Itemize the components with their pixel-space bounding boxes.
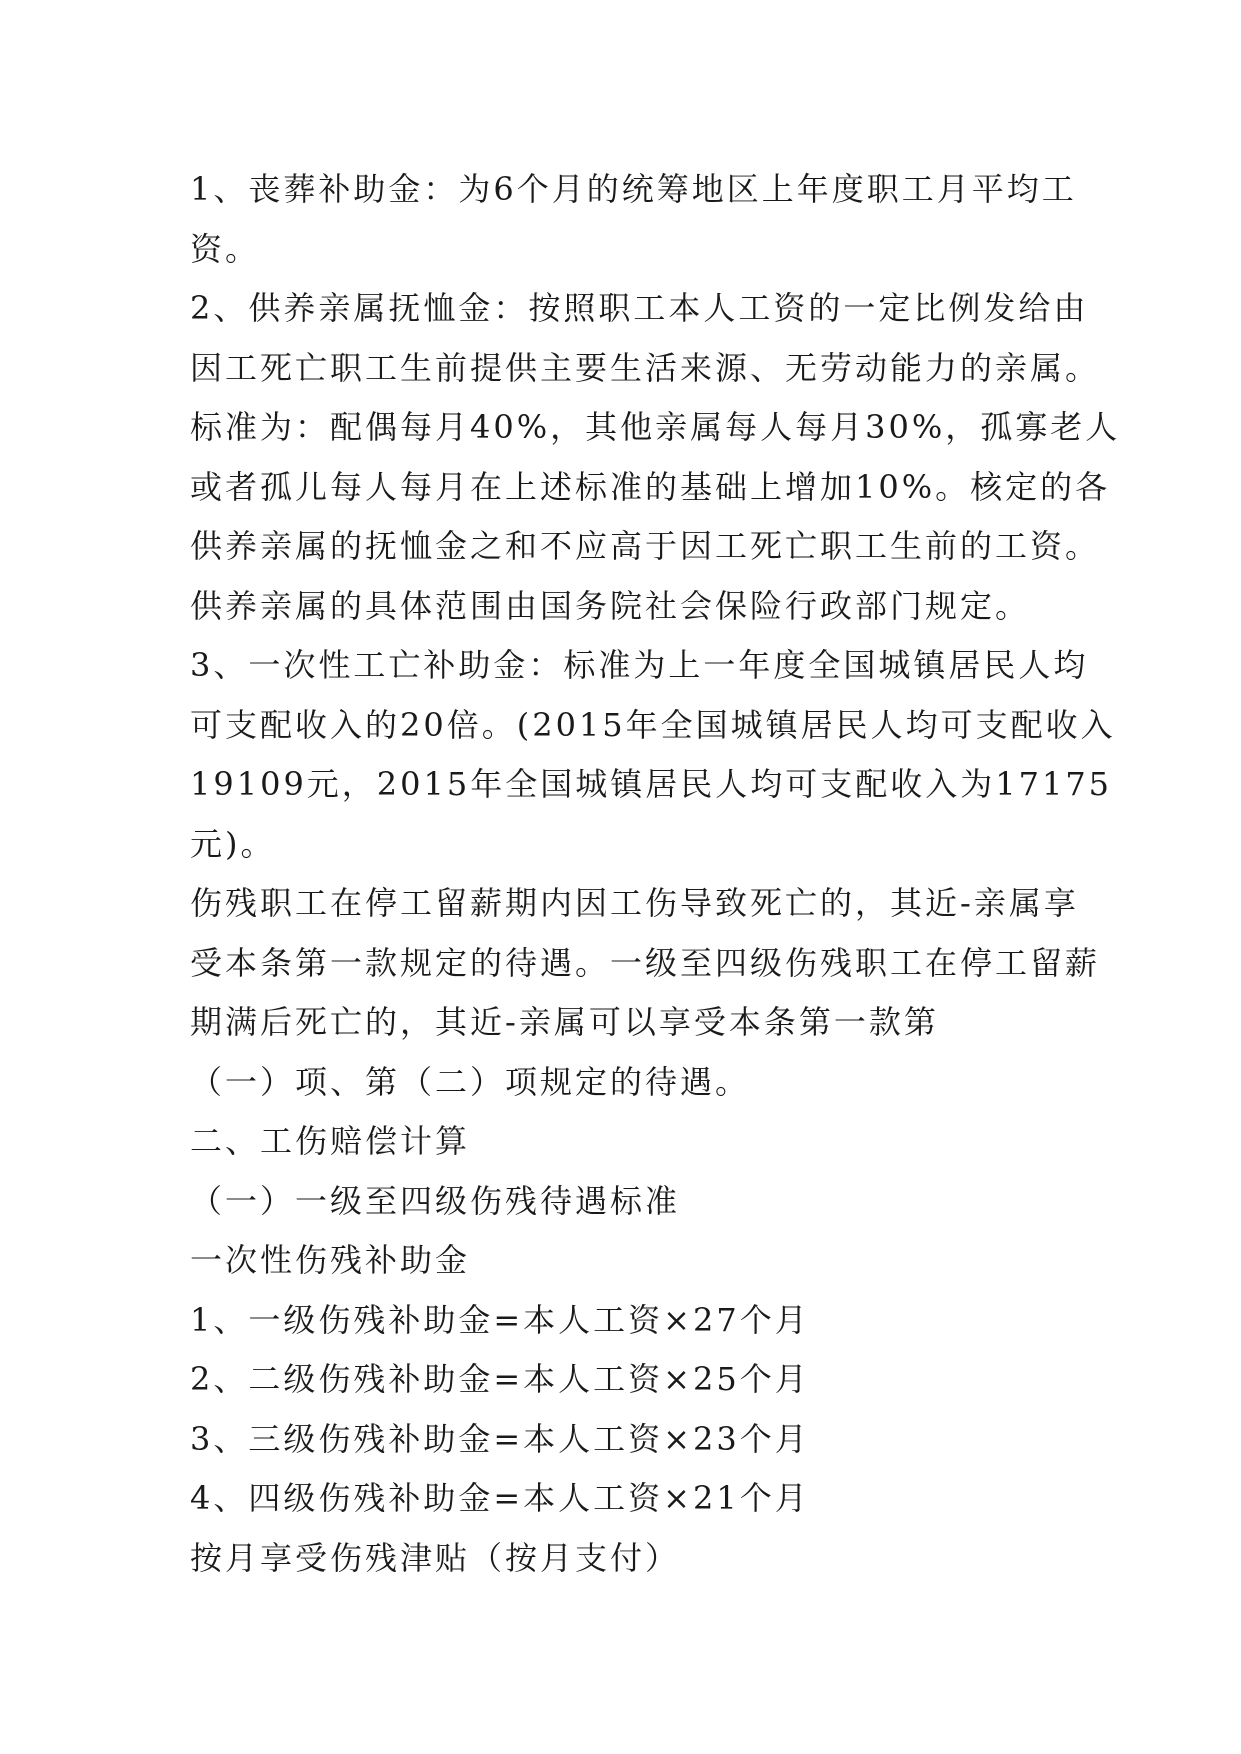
paragraph-line: 或者孤儿每人每月在上述标准的基础上增加10%。核定的各 <box>190 467 1111 506</box>
document-body <box>190 160 1121 1588</box>
paragraph-line: 标准为：配偶每月40%，其他亲属每人每月30%，孤寡老人 <box>190 408 1121 446</box>
formula-line: 2、二级伤残补助金=本人工资×25个月 <box>190 1360 810 1398</box>
paragraph-line: 伤残职工在停工留薪期内因工伤导致死亡的，其近-亲属享 <box>190 884 1079 922</box>
paragraph-line: 因工死亡职工生前提供主要生活来源、无劳动能力的亲属。 <box>190 348 1101 387</box>
paragraph-line: （一）项、第（二）项规定的待遇。 <box>190 1062 751 1101</box>
paragraph-line: 3、一次性工亡补助金：标准为上一年度全国城镇居民人均 <box>190 646 1089 684</box>
paragraph-line: 受本条第一款规定的待遇。一级至四级伤残职工在停工留薪 <box>190 943 1101 982</box>
formula-line: 4、四级伤残补助金=本人工资×21个月 <box>190 1479 810 1517</box>
formula-line: 1、一级伤残补助金=本人工资×27个月 <box>190 1300 810 1339</box>
item-heading: 一次性伤残补助金 <box>190 1241 471 1279</box>
paragraph-line: 19109元，2015年全国城镇居民人均可支配收入为17175 <box>190 765 1113 803</box>
subsection-heading: （一）一级至四级伤残待遇标准 <box>190 1181 681 1220</box>
paragraph-line: 元)。 <box>190 824 276 863</box>
formula-line: 3、三级伤残补助金=本人工资×23个月 <box>190 1419 810 1458</box>
paragraph-line: 供养亲属的具体范围由国务院社会保险行政部门规定。 <box>190 586 1031 625</box>
paragraph-line: 1、丧葬补助金：为6个月的统筹地区上年度职工月平均工 <box>190 170 1077 208</box>
paragraph-line: 2、供养亲属抚恤金：按照职工本人工资的一定比例发给由 <box>190 289 1089 327</box>
section-heading: 二、工伤赔偿计算 <box>190 1122 471 1160</box>
paragraph-line: 供养亲属的抚恤金之和不应高于因工死亡职工生前的工资。 <box>190 527 1101 565</box>
paragraph-line: 资。 <box>190 229 261 268</box>
item-heading: 按月享受伤残津贴（按月支付） <box>190 1538 681 1577</box>
paragraph-line: 可支配收入的20倍。(2015年全国城镇居民人均可支配收入 <box>190 705 1116 744</box>
paragraph-line: 期满后死亡的，其近-亲属可以享受本条第一款第 <box>190 1003 939 1041</box>
